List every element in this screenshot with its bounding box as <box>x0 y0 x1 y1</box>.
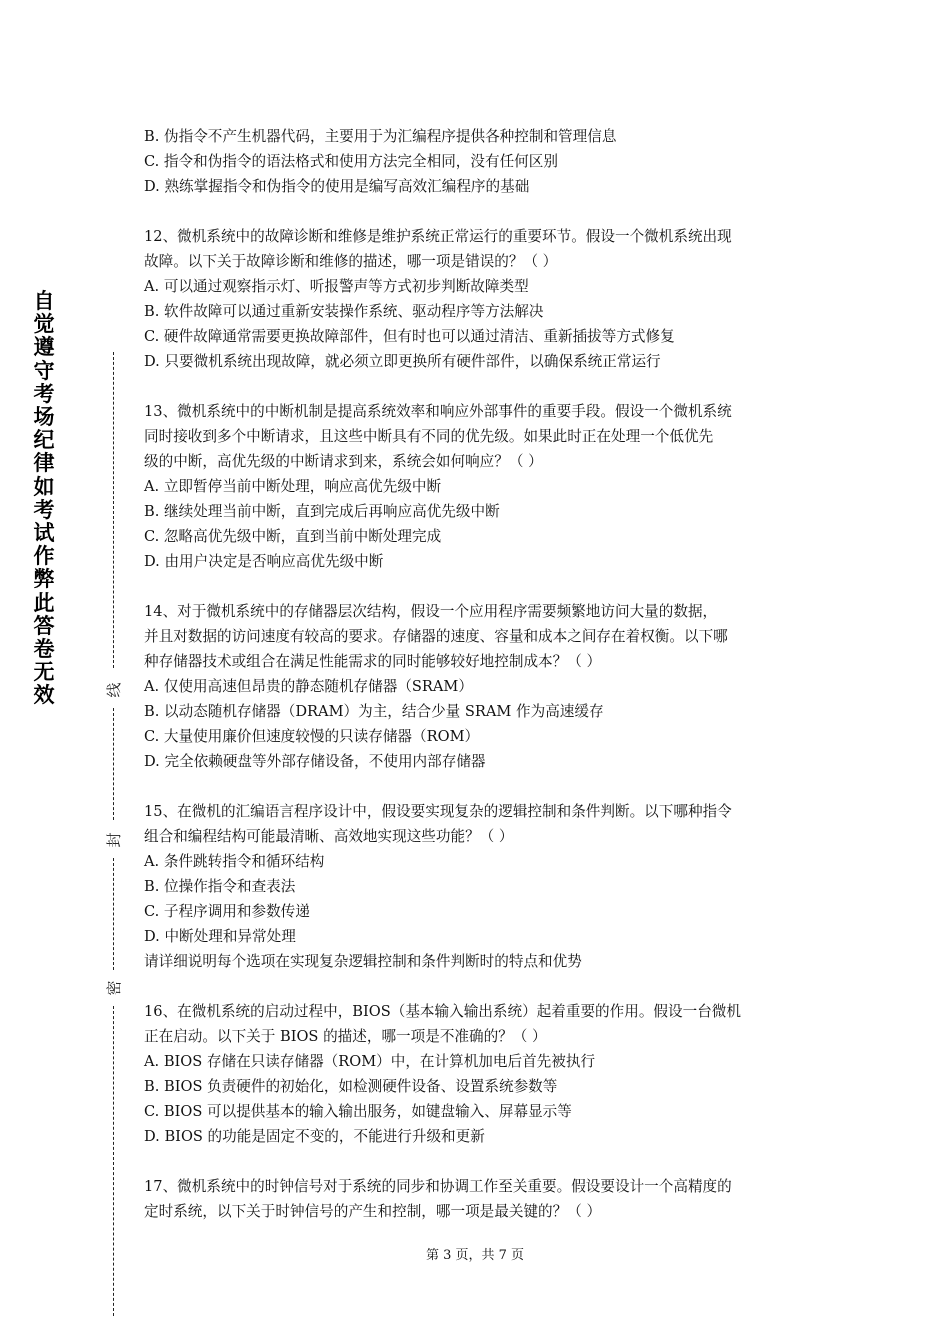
option-d: D. 只要微机系统出现故障，就必须立即更换所有硬件部件，以确保系统正常运行 <box>144 353 661 370</box>
question-stem: 17、微机系统中的时钟信号对于系统的同步和协调工作至关重要。假设要设计一个高精度的 <box>144 1178 732 1195</box>
question-stem: 级的中断，高优先级的中断请求到来，系统会如何响应？（ ） <box>144 453 543 470</box>
option-b: B. 以动态随机存储器（DRAM）为主，结合少量 SRAM 作为高速缓存 <box>144 703 604 720</box>
seal-char-mi: 密 <box>104 978 124 998</box>
warning-char: 纪 <box>33 428 55 453</box>
option-b: B. 继续处理当前中断，直到完成后再响应高优先级中断 <box>144 503 500 520</box>
option-a: A. BIOS 存储在只读存储器（ROM）中，在计算机加电后首先被执行 <box>144 1053 596 1070</box>
question-12 <box>144 224 814 374</box>
seal-dashed-line <box>113 1006 114 1316</box>
exam-content <box>144 124 814 1224</box>
question-stem: 并且对数据的访问速度有较高的要求。存储器的速度、容量和成本之间存在着权衡。以下哪 <box>144 628 728 645</box>
option-d: D. BIOS 的功能是固定不变的，不能进行升级和更新 <box>144 1128 485 1145</box>
warning-char: 效 <box>33 683 55 708</box>
warning-char: 此 <box>33 590 55 615</box>
warning-char: 考 <box>33 381 55 406</box>
option-a: A. 条件跳转指令和循环结构 <box>144 853 325 870</box>
warning-char: 律 <box>33 451 55 476</box>
question-stem: 组合和编程结构可能最清晰、高效地实现这些功能？（ ） <box>144 828 514 845</box>
question-stem: 12、微机系统中的故障诊断和维修是维护系统正常运行的重要环节。假设一个微机系统出现 <box>144 228 732 245</box>
seal-dashed-line <box>113 708 114 820</box>
question-16 <box>144 999 814 1149</box>
option-b: B. 软件故障可以通过重新安装操作系统、驱动程序等方法解决 <box>144 303 544 320</box>
question-stem: 同时接收到多个中断请求，且这些中断具有不同的优先级。如果此时正在处理一个低优先 <box>144 428 714 445</box>
option-c: C. 忽略高优先级中断，直到当前中断处理完成 <box>144 528 442 545</box>
warning-char: 答 <box>33 613 55 638</box>
warning-char: 场 <box>33 405 55 430</box>
seal-char-feng: 封 <box>104 830 124 850</box>
question-stem: 16、在微机系统的启动过程中，BIOS（基本输入输出系统）起着重要的作用。假设一台微机 <box>144 1003 741 1020</box>
warning-char: 如 <box>33 474 55 499</box>
option-b: B. BIOS 负责硬件的初始化，如检测硬件设备、设置系统参数等 <box>144 1078 558 1095</box>
question-14 <box>144 599 814 774</box>
question-stem: 定时系统，以下关于时钟信号的产生和控制，哪一项是最关键的？（ ） <box>144 1203 602 1220</box>
question-stem: 15、在微机的汇编语言程序设计中，假设要实现复杂的逻辑控制和条件判断。以下哪种指令 <box>144 803 732 820</box>
seal-char-xian: 线 <box>104 680 124 700</box>
question-stem: 种存储器技术或组合在满足性能需求的同时能够较好地控制成本？（ ） <box>144 653 602 670</box>
question-13 <box>144 399 814 574</box>
warning-char: 遵 <box>33 335 55 360</box>
question-stem: 正在启动。以下关于 BIOS 的描述，哪一项是不准确的？（ ） <box>144 1028 547 1045</box>
seal-dashed-line <box>113 858 114 970</box>
option-a: A. 可以通过观察指示灯、听报警声等方式初步判断故障类型 <box>144 278 529 295</box>
option-line: C. 指令和伪指令的语法格式和使用方法完全相同，没有任何区别 <box>144 153 558 170</box>
option-c: C. 子程序调用和参数传递 <box>144 903 310 920</box>
warning-char: 卷 <box>33 637 55 662</box>
question-stem: 故障。以下关于故障诊断和维修的描述，哪一项是错误的？（ ） <box>144 253 558 270</box>
option-d: D. 完全依赖硬盘等外部存储设备，不使用内部存储器 <box>144 753 486 770</box>
warning-char: 守 <box>33 358 55 383</box>
exam-warning-vertical <box>28 290 60 708</box>
option-c: C. 大量使用廉价但速度较慢的只读存储器（ROM） <box>144 728 480 745</box>
option-a: A. 立即暂停当前中断处理，响应高优先级中断 <box>144 478 442 495</box>
option-line: B. 伪指令不产生机器代码，主要用于为汇编程序提供各种控制和管理信息 <box>144 128 617 145</box>
warning-char: 无 <box>33 660 55 685</box>
option-a: A. 仅使用高速但昂贵的静态随机存储器（SRAM） <box>144 678 473 695</box>
question-17 <box>144 1174 814 1224</box>
option-b: B. 位操作指令和查表法 <box>144 878 296 895</box>
warning-char: 自 <box>33 289 55 313</box>
option-d: D. 中断处理和异常处理 <box>144 928 296 945</box>
warning-char: 觉 <box>33 312 55 337</box>
seal-dashed-line <box>113 352 114 668</box>
question-note: 请详细说明每个选项在实现复杂逻辑控制和条件判断时的特点和优势 <box>144 953 582 970</box>
question-stem: 13、微机系统中的中断机制是提高系统效率和响应外部事件的重要手段。假设一个微机系统 <box>144 403 732 420</box>
warning-char: 弊 <box>33 567 55 592</box>
question-stem: 14、对于微机系统中的存储器层次结构，假设一个应用程序需要频繁地访问大量的数据， <box>144 603 718 620</box>
option-c: C. BIOS 可以提供基本的输入输出服务，如键盘输入、屏幕显示等 <box>144 1103 572 1120</box>
warning-char: 作 <box>33 544 55 569</box>
option-c: C. 硬件故障通常需要更换故障部件，但有时也可以通过清洁、重新插拔等方式修复 <box>144 328 675 345</box>
question-15 <box>144 799 814 974</box>
option-line: D. 熟练掌握指令和伪指令的使用是编写高效汇编程序的基础 <box>144 178 530 195</box>
warning-char: 考 <box>33 497 55 522</box>
continued-options <box>144 124 814 199</box>
warning-char: 试 <box>33 521 55 546</box>
option-d: D. 由用户决定是否响应高优先级中断 <box>144 553 384 570</box>
page-number: 第 3 页，共 7 页 <box>425 1248 525 1263</box>
